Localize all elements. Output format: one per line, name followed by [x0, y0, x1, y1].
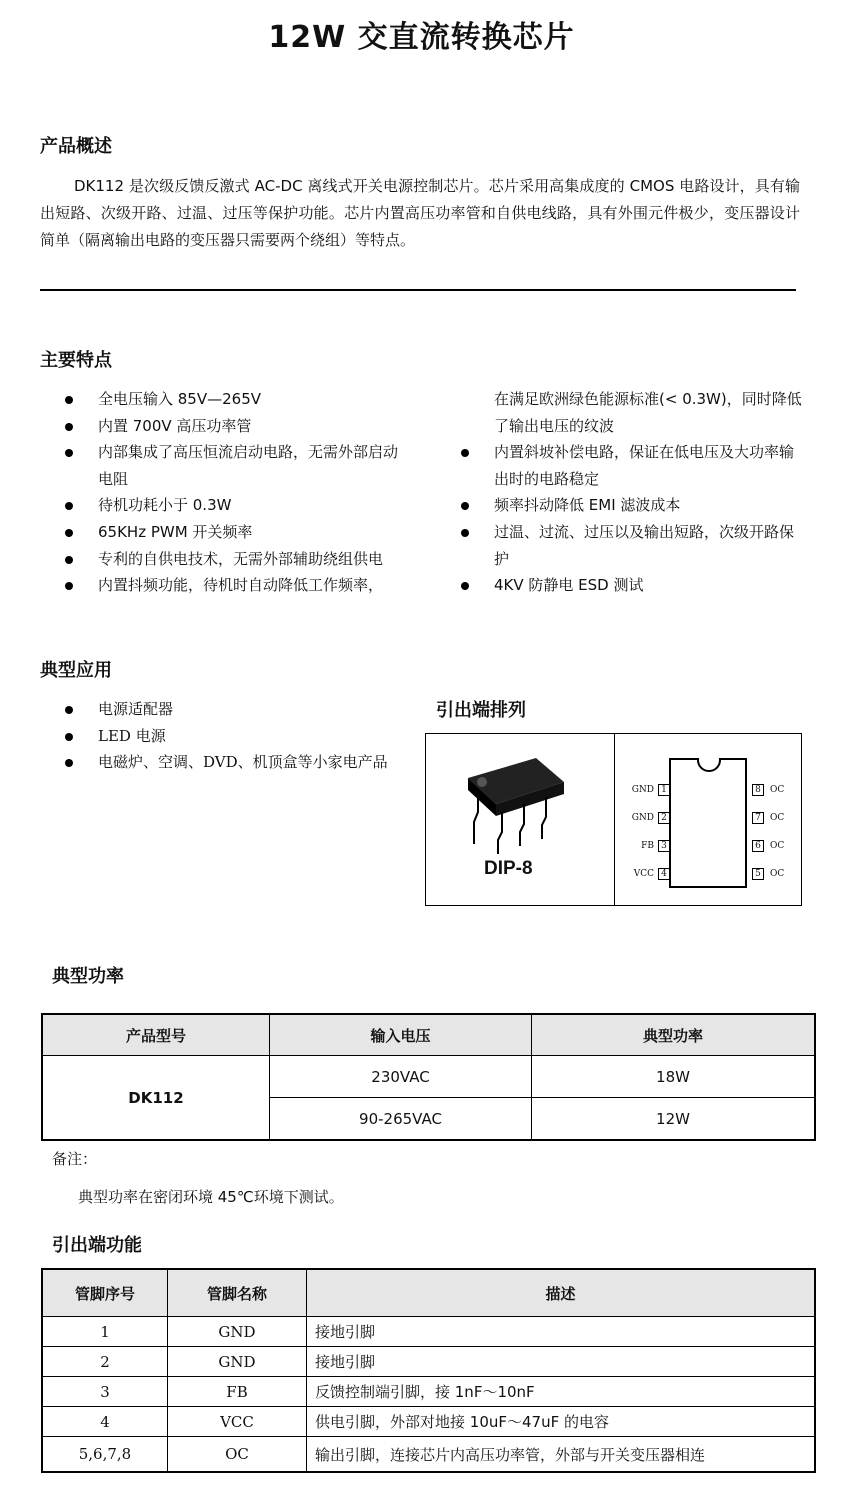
pin-number-cell: 5,6,7,8 [42, 1437, 168, 1473]
table-row [42, 1056, 815, 1098]
pinout-divider [614, 734, 615, 905]
list-item: LED 电源 [40, 723, 408, 750]
bullet-icon [65, 502, 73, 510]
list-item: 电源适配器 [40, 696, 408, 723]
table-row [42, 1347, 815, 1377]
column-header: 描述 [307, 1269, 816, 1317]
column-header: 输入电压 [270, 1014, 532, 1056]
table-row [42, 1377, 815, 1407]
bullet-icon [461, 582, 469, 590]
pin-number-cell: 1 [42, 1317, 168, 1347]
bullet-icon [65, 582, 73, 590]
list-item: 全电压输入 85V—265V [40, 386, 408, 413]
pin-name-cell: FB [168, 1377, 307, 1407]
pin-name-cell: VCC [168, 1407, 307, 1437]
chip-outline [669, 758, 747, 888]
pin-description-cell: 反馈控制端引脚，接 1nF～10nF [307, 1377, 816, 1407]
pin-row: 5 OC [752, 860, 784, 888]
list-item: 专利的自供电技术，无需外部辅助绕组供电 [40, 546, 408, 573]
note-label: 备注： [52, 1150, 98, 1168]
model-cell: DK112 [42, 1056, 270, 1141]
bullet-icon [461, 502, 469, 510]
power-cell: 18W [532, 1056, 816, 1098]
table-row [42, 1317, 815, 1347]
package-label: DIP-8 [484, 858, 533, 879]
pin-number-cell: 2 [42, 1347, 168, 1377]
applications-list [40, 696, 408, 776]
overview-heading: 产品概述 [40, 136, 112, 157]
pinout-heading: 引出端排列 [436, 700, 526, 721]
bullet-icon [65, 423, 73, 431]
pin-functions-heading: 引出端功能 [52, 1235, 142, 1256]
column-header: 管脚序号 [42, 1269, 168, 1317]
dip8-package-icon [456, 752, 586, 856]
voltage-cell: 230VAC [270, 1056, 532, 1098]
bullet-icon [65, 396, 73, 404]
pin-description-cell: 供电引脚，外部对地接 10uF～47uF 的电容 [307, 1407, 816, 1437]
pin-row: VCC 4 [628, 860, 670, 888]
list-item: 频率抖动降低 EMI 滤波成本 [436, 492, 804, 519]
list-item: 待机功耗小于 0.3W [40, 492, 408, 519]
list-item: 内置斜坡补偿电路，保证在低电压及大功率输出时的电路稳定 [436, 439, 804, 492]
features-right-list [436, 439, 804, 599]
column-header: 典型功率 [532, 1014, 816, 1056]
pin-row: 7 OC [752, 804, 784, 832]
pin-description-cell: 接地引脚 [307, 1317, 816, 1347]
features-right-column [436, 386, 804, 599]
bullet-icon [65, 706, 73, 714]
pin-name-cell: OC [168, 1437, 307, 1473]
list-item: 内部集成了高压恒流启动电路，无需外部启动电阻 [40, 439, 408, 492]
table-row [42, 1407, 815, 1437]
section-divider [40, 289, 796, 291]
overview-text: DK112 是次级反馈反激式 AC-DC 离线式开关电源控制芯片。芯片采用高集成度的 CMOS 电路设计，具有输出短路、次级开路、过温、过压等保护功能。芯片内置高压功率管和自供电线路，具有外围元件极少，变压器设计简单（隔离输出电路的变压器只需要两个绕组）等特点。 [40, 177, 800, 249]
voltage-cell: 90-265VAC [270, 1098, 532, 1141]
applications-heading: 典型应用 [40, 660, 112, 681]
pin-name-cell: GND [168, 1317, 307, 1347]
chip-notch-icon [697, 748, 721, 772]
features-heading: 主要特点 [40, 350, 112, 371]
column-header: 管脚名称 [168, 1269, 307, 1317]
table-header-row [42, 1269, 815, 1317]
column-header: 产品型号 [42, 1014, 270, 1056]
list-item: 电磁炉、空调、DVD、机顶盒等小家电产品 [40, 749, 408, 776]
left-pin-column [628, 776, 670, 888]
list-item: 65KHz PWM 开关频率 [40, 519, 408, 546]
bullet-icon [65, 556, 73, 564]
pin-name-cell: GND [168, 1347, 307, 1377]
pin-row: FB 3 [628, 832, 670, 860]
list-item: 内置 700V 高压功率管 [40, 413, 408, 440]
features-left-list [40, 386, 408, 599]
bullet-icon [65, 733, 73, 741]
pin-description-cell: 输出引脚，连接芯片内高压功率管，外部与开关变压器相连 [307, 1437, 816, 1473]
power-heading: 典型功率 [52, 966, 124, 987]
power-cell: 12W [532, 1098, 816, 1141]
table-row [42, 1437, 815, 1473]
pin-row: GND 1 [628, 776, 670, 804]
bullet-icon [65, 759, 73, 767]
pin-row: GND 2 [628, 804, 670, 832]
note-text: 典型功率在密闭环境 45℃环境下测试。 [78, 1188, 344, 1206]
list-item: 4KV 防静电 ESD 测试 [436, 572, 804, 599]
pin-row: 6 OC [752, 832, 784, 860]
bullet-icon [461, 449, 469, 457]
pinout-figure [425, 733, 802, 906]
power-table [41, 1013, 816, 1141]
page-title: 12W 交直流转换芯片 [268, 20, 575, 55]
bullet-icon [65, 449, 73, 457]
list-item: 过温、过流、过压以及输出短路，次级开路保护 [436, 519, 804, 572]
pin-description-cell: 接地引脚 [307, 1347, 816, 1377]
feature-continuation: 在满足欧洲绿色能源标准(< 0.3W)，同时降低了输出电压的纹波 [494, 390, 802, 435]
table-header-row [42, 1014, 815, 1056]
bullet-icon [65, 529, 73, 537]
pin-row: 8 OC [752, 776, 784, 804]
bullet-icon [461, 529, 469, 537]
pin-functions-table [41, 1268, 816, 1473]
list-item: 内置抖频功能，待机时自动降低工作频率， [40, 572, 408, 599]
right-pin-column [752, 776, 784, 888]
pin-number-cell: 4 [42, 1407, 168, 1437]
pin-number-cell: 3 [42, 1377, 168, 1407]
